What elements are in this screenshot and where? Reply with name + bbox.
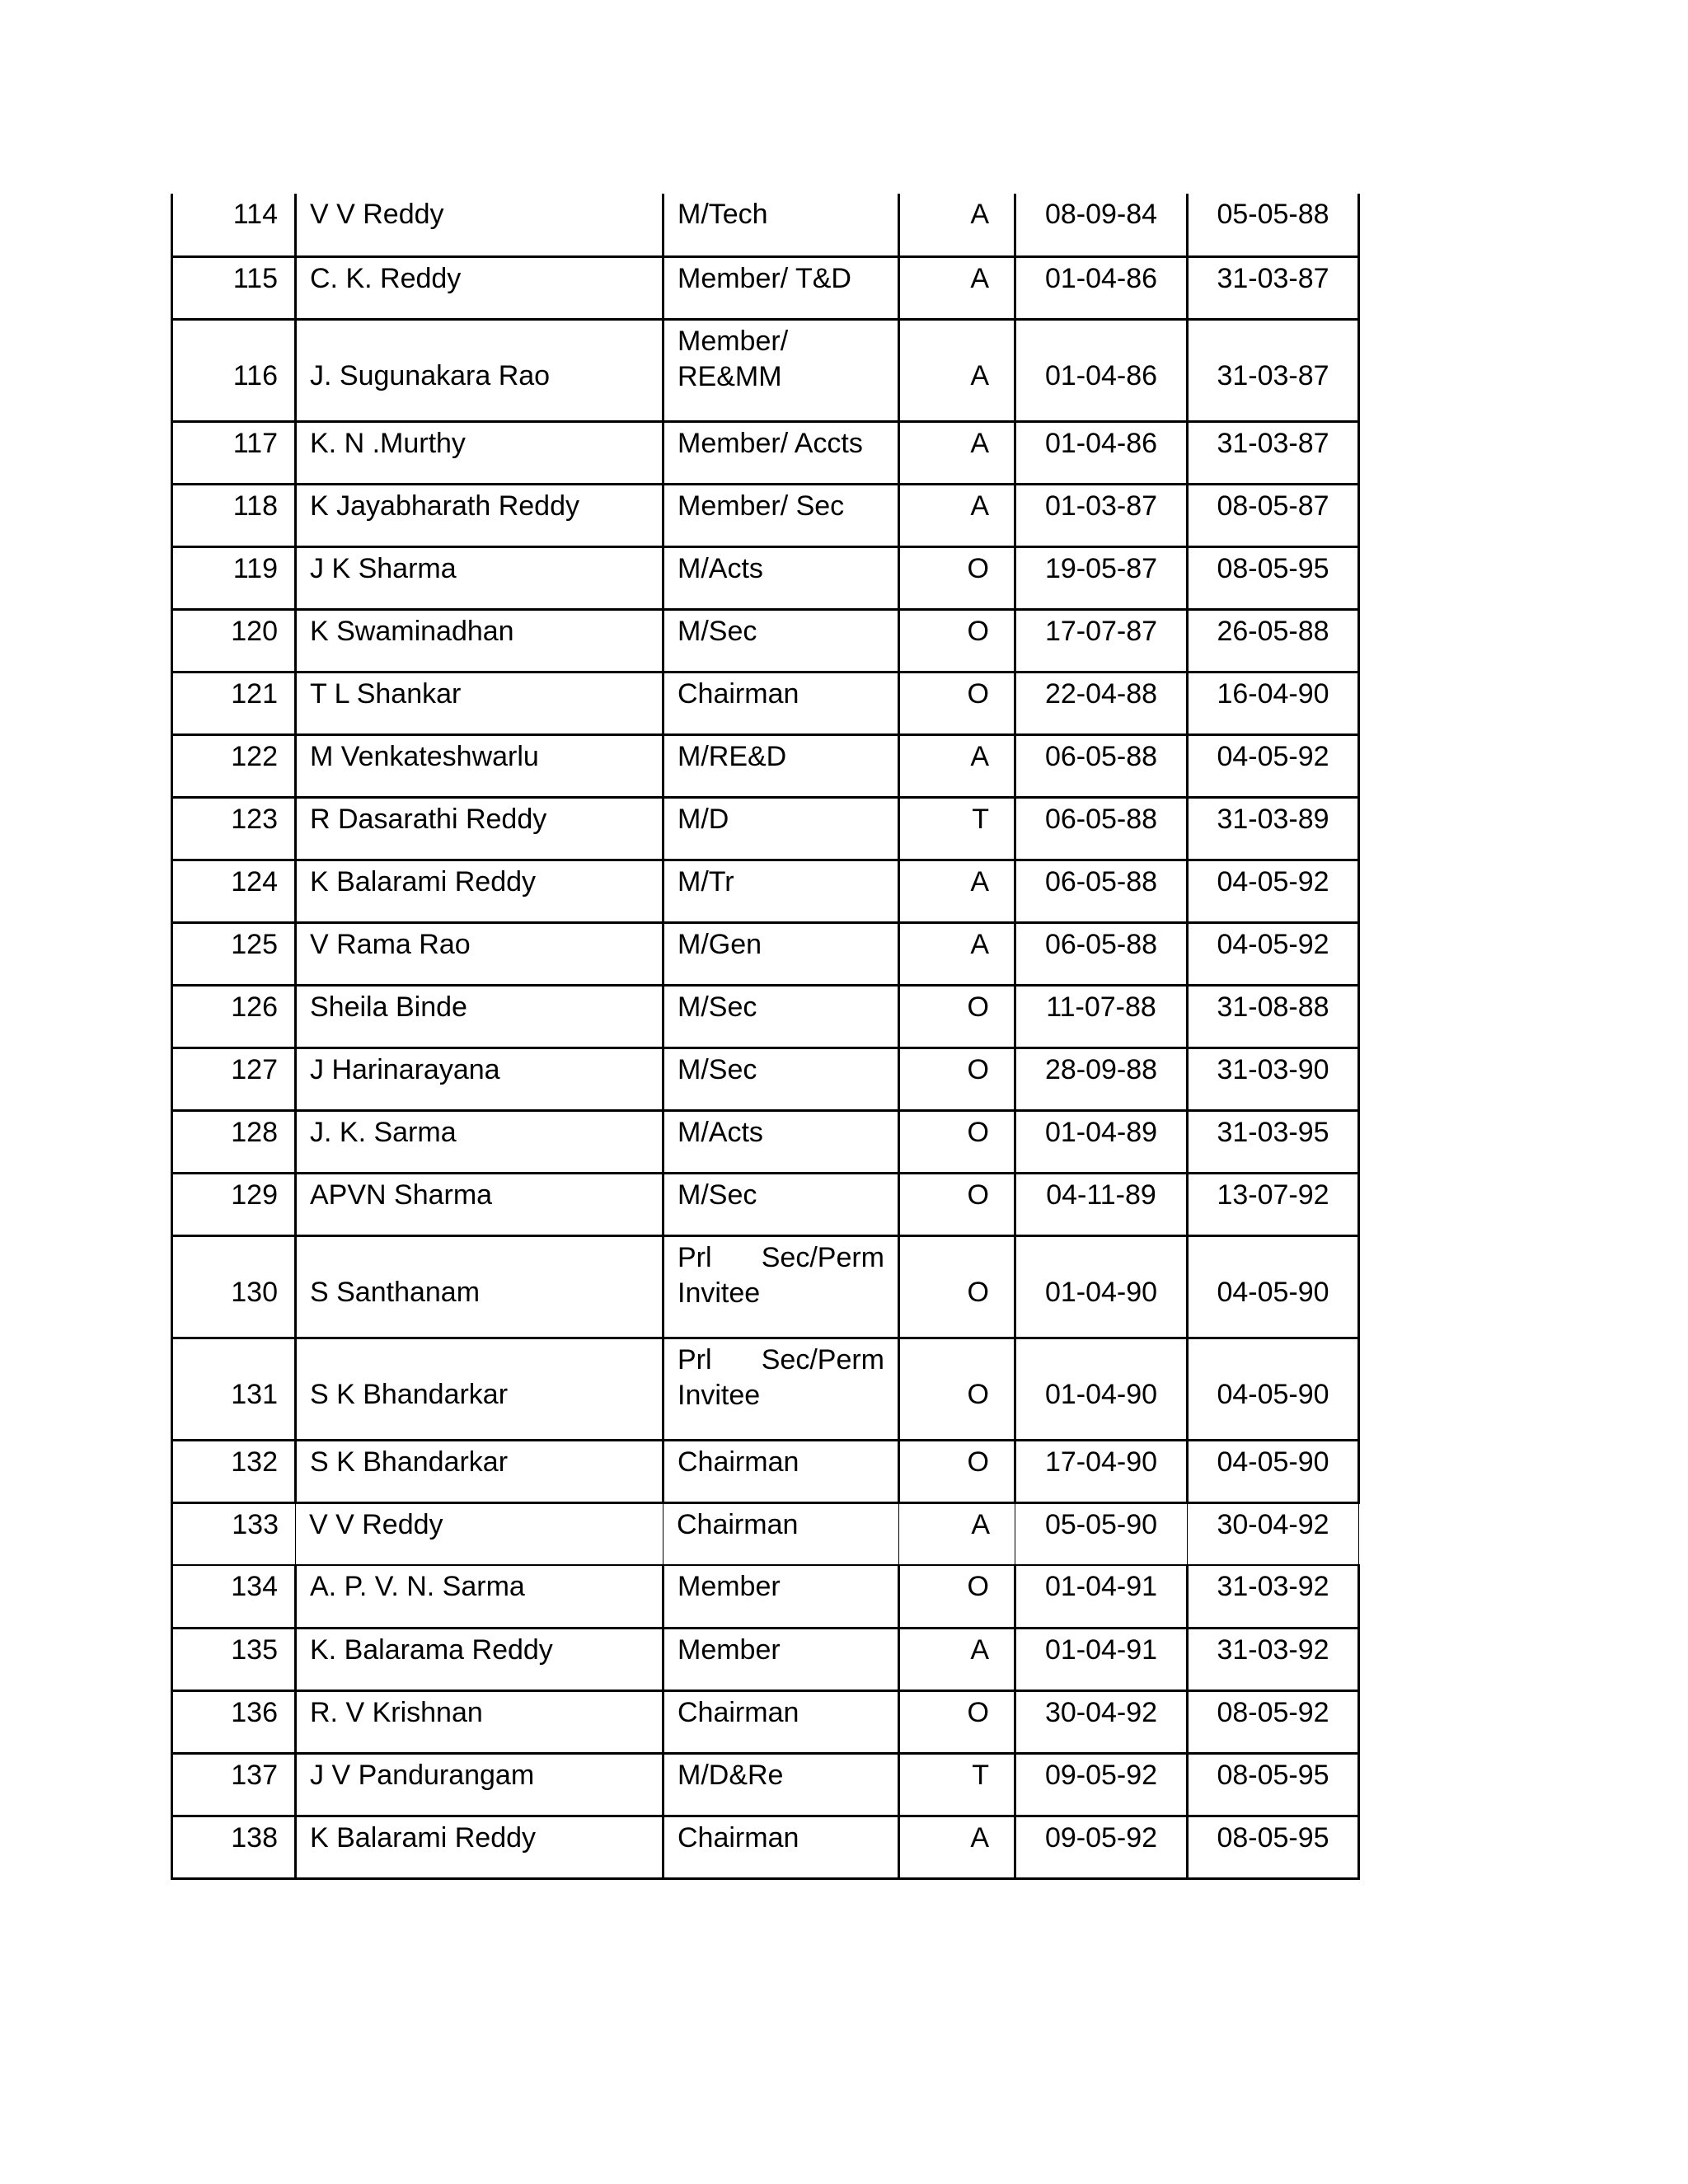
to-date-cell: 31-08-88 [1188, 985, 1359, 1047]
category-cell: A [899, 421, 1015, 484]
designation-line: M/Sec [678, 991, 757, 1023]
to-date-cell: 31-03-92 [1188, 1565, 1359, 1628]
to-date-cell: 04-05-90 [1188, 1338, 1359, 1440]
serial-number-cell: 118 [172, 484, 296, 546]
serial-number-cell: 122 [172, 734, 296, 797]
to-date-cell: 31-03-92 [1188, 1628, 1359, 1690]
designation-line: Invitee [678, 1277, 761, 1309]
name-cell: C. K. Reddy [296, 256, 663, 319]
category-cell: O [899, 1047, 1015, 1110]
designation-cell [663, 672, 899, 734]
designation-cell [663, 484, 899, 546]
designation-cell [663, 256, 899, 319]
from-date-cell: 01-04-86 [1015, 256, 1188, 319]
category-cell: O [899, 672, 1015, 734]
designation-line [678, 1240, 884, 1276]
serial-number-cell: 132 [172, 1440, 296, 1502]
table-row [172, 1235, 1359, 1338]
category-cell: O [899, 1338, 1015, 1440]
name-cell: J V Pandurangam [296, 1753, 663, 1816]
to-date-cell: 31-03-89 [1188, 797, 1359, 860]
serial-number-cell: 131 [172, 1338, 296, 1440]
from-date-cell: 17-04-90 [1015, 1440, 1188, 1502]
designation-line: Member/ [678, 325, 789, 357]
to-date-cell: 08-05-87 [1188, 484, 1359, 546]
designation-line: M/Tech [678, 199, 768, 230]
designation-cell [663, 797, 899, 860]
serial-number-cell: 130 [172, 1235, 296, 1338]
from-date-cell: 01-04-90 [1015, 1338, 1188, 1440]
name-cell: T L Shankar [296, 672, 663, 734]
serial-number-cell: 136 [172, 1690, 296, 1753]
table-row [172, 860, 1359, 922]
category-cell: A [899, 256, 1015, 319]
designation-word: Prl [678, 1343, 712, 1376]
name-cell: M Venkateshwarlu [296, 734, 663, 797]
table-row [172, 546, 1359, 609]
table-row [172, 1502, 1359, 1565]
designation-line: Member/ Sec [678, 490, 845, 522]
table-row [172, 319, 1359, 421]
designation-cell [663, 1753, 899, 1816]
category-cell: A [899, 922, 1015, 985]
table-row [172, 1628, 1359, 1690]
table-row [172, 194, 1359, 256]
name-cell: K. N .Murthy [296, 421, 663, 484]
name-cell: K Swaminadhan [296, 609, 663, 672]
category-cell: A [899, 484, 1015, 546]
to-date-cell: 08-05-95 [1188, 1753, 1359, 1816]
designation-line: Member/ Accts [678, 427, 863, 459]
category-cell: O [899, 1440, 1015, 1502]
name-cell: R Dasarathi Reddy [296, 797, 663, 860]
from-date-cell: 01-04-86 [1015, 421, 1188, 484]
designation-line: M/Acts [678, 552, 763, 584]
name-cell: V V Reddy [296, 1502, 663, 1565]
designation-cell [663, 1173, 899, 1235]
category-cell: O [899, 609, 1015, 672]
serial-number-cell: 125 [172, 922, 296, 985]
designation-cell [663, 1502, 899, 1565]
name-cell: S Santhanam [296, 1235, 663, 1338]
from-date-cell: 30-04-92 [1015, 1690, 1188, 1753]
designation-line: M/Acts [678, 1116, 763, 1148]
designation-line: Member [678, 1571, 781, 1602]
designation-line: Invitee [678, 1379, 761, 1411]
table-row [172, 734, 1359, 797]
name-cell: V Rama Rao [296, 922, 663, 985]
designation-line: Chairman [678, 1821, 799, 1854]
serial-number-cell: 124 [172, 860, 296, 922]
category-cell: A [899, 194, 1015, 256]
designation-cell [663, 194, 899, 256]
serial-number-cell: 126 [172, 985, 296, 1047]
to-date-cell: 16-04-90 [1188, 672, 1359, 734]
from-date-cell: 01-03-87 [1015, 484, 1188, 546]
designation-line: Chairman [678, 677, 799, 710]
name-cell: K Balarami Reddy [296, 860, 663, 922]
designation-cell [663, 985, 899, 1047]
table-row [172, 1173, 1359, 1235]
designation-cell [663, 1110, 899, 1173]
serial-number-cell: 123 [172, 797, 296, 860]
designation-line: M/Sec [678, 615, 757, 647]
designation-cell [663, 1690, 899, 1753]
designation-cell [663, 1565, 899, 1628]
name-cell: R. V Krishnan [296, 1690, 663, 1753]
table-row [172, 1816, 1359, 1878]
designation-cell [663, 1816, 899, 1878]
name-cell: J K Sharma [296, 546, 663, 609]
from-date-cell: 04-11-89 [1015, 1173, 1188, 1235]
to-date-cell: 26-05-88 [1188, 609, 1359, 672]
to-date-cell: 31-03-87 [1188, 319, 1359, 421]
designation-word: Prl [678, 1241, 712, 1273]
designation-cell [663, 421, 899, 484]
designation-cell [663, 860, 899, 922]
table-row [172, 1110, 1359, 1173]
designation-line: M/D [678, 803, 729, 835]
from-date-cell: 09-05-92 [1015, 1816, 1188, 1878]
name-cell: Sheila Binde [296, 985, 663, 1047]
designation-line: M/Sec [678, 1053, 757, 1085]
designation-line: RE&MM [678, 360, 782, 392]
table-row [172, 1338, 1359, 1440]
from-date-cell: 08-09-84 [1015, 194, 1188, 256]
designation-line: Member [678, 1633, 781, 1666]
serial-number-cell: 114 [172, 194, 296, 256]
category-cell: A [899, 734, 1015, 797]
designation-line: M/Gen [678, 928, 762, 960]
designation-line [678, 1343, 884, 1378]
table-row [172, 609, 1359, 672]
from-date-cell: 01-04-90 [1015, 1235, 1188, 1338]
from-date-cell: 01-04-91 [1015, 1565, 1188, 1628]
from-date-cell: 05-05-90 [1015, 1502, 1188, 1565]
designation-line: Member/ T&D [678, 262, 851, 294]
name-cell: J Harinarayana [296, 1047, 663, 1110]
name-cell: K Balarami Reddy [296, 1816, 663, 1878]
from-date-cell: 19-05-87 [1015, 546, 1188, 609]
designation-cell [663, 1235, 899, 1338]
serial-number-cell: 137 [172, 1753, 296, 1816]
category-cell: O [899, 1110, 1015, 1173]
members-table [171, 194, 1360, 1880]
table-row [172, 1690, 1359, 1753]
from-date-cell: 01-04-86 [1015, 319, 1188, 421]
serial-number-cell: 133 [172, 1502, 296, 1565]
designation-line: M/Sec [678, 1179, 757, 1211]
designation-line: M/D&Re [678, 1759, 784, 1791]
from-date-cell: 17-07-87 [1015, 609, 1188, 672]
category-cell: O [899, 546, 1015, 609]
designation-line: Chairman [678, 1696, 799, 1728]
designation-cell [663, 1338, 899, 1440]
serial-number-cell: 128 [172, 1110, 296, 1173]
category-cell: O [899, 1690, 1015, 1753]
table-row [172, 256, 1359, 319]
category-cell: O [899, 1565, 1015, 1628]
designation-line: Chairman [677, 1508, 799, 1540]
from-date-cell: 11-07-88 [1015, 985, 1188, 1047]
from-date-cell: 06-05-88 [1015, 922, 1188, 985]
name-cell: V V Reddy [296, 194, 663, 256]
designation-line: Chairman [678, 1446, 799, 1478]
category-cell: O [899, 1235, 1015, 1338]
table-body [172, 194, 1359, 1878]
designation-cell [663, 546, 899, 609]
table-row [172, 922, 1359, 985]
table-row [172, 1565, 1359, 1628]
to-date-cell: 04-05-90 [1188, 1440, 1359, 1502]
category-cell: A [899, 319, 1015, 421]
table-row [172, 1047, 1359, 1110]
table-row [172, 484, 1359, 546]
name-cell: S K Bhandarkar [296, 1440, 663, 1502]
table-row [172, 421, 1359, 484]
to-date-cell: 31-03-95 [1188, 1110, 1359, 1173]
serial-number-cell: 117 [172, 421, 296, 484]
from-date-cell: 09-05-92 [1015, 1753, 1188, 1816]
designation-cell [663, 922, 899, 985]
to-date-cell: 31-03-90 [1188, 1047, 1359, 1110]
table-row [172, 1440, 1359, 1502]
category-cell: O [899, 1173, 1015, 1235]
to-date-cell: 31-03-87 [1188, 256, 1359, 319]
to-date-cell: 04-05-92 [1188, 922, 1359, 985]
name-cell: K. Balarama Reddy [296, 1628, 663, 1690]
designation-cell [663, 1628, 899, 1690]
category-cell: A [899, 1502, 1015, 1565]
to-date-cell: 04-05-92 [1188, 860, 1359, 922]
from-date-cell: 01-04-91 [1015, 1628, 1188, 1690]
to-date-cell: 13-07-92 [1188, 1173, 1359, 1235]
serial-number-cell: 127 [172, 1047, 296, 1110]
from-date-cell: 06-05-88 [1015, 734, 1188, 797]
designation-cell [663, 609, 899, 672]
to-date-cell: 08-05-95 [1188, 1816, 1359, 1878]
designation-cell [663, 319, 899, 421]
to-date-cell: 08-05-95 [1188, 546, 1359, 609]
from-date-cell: 01-04-89 [1015, 1110, 1188, 1173]
category-cell: T [899, 797, 1015, 860]
name-cell: K Jayabharath Reddy [296, 484, 663, 546]
table-row [172, 1753, 1359, 1816]
name-cell: J. K. Sarma [296, 1110, 663, 1173]
to-date-cell: 04-05-92 [1188, 734, 1359, 797]
name-cell: J. Sugunakara Rao [296, 319, 663, 421]
serial-number-cell: 135 [172, 1628, 296, 1690]
from-date-cell: 28-09-88 [1015, 1047, 1188, 1110]
table-row [172, 797, 1359, 860]
table-row [172, 985, 1359, 1047]
serial-number-cell: 129 [172, 1173, 296, 1235]
designation-line: M/RE&D [678, 740, 787, 772]
to-date-cell: 05-05-88 [1188, 194, 1359, 256]
serial-number-cell: 115 [172, 256, 296, 319]
designation-cell [663, 734, 899, 797]
category-cell: A [899, 1628, 1015, 1690]
name-cell: A. P. V. N. Sarma [296, 1565, 663, 1628]
category-cell: T [899, 1753, 1015, 1816]
to-date-cell: 08-05-92 [1188, 1690, 1359, 1753]
table-row [172, 672, 1359, 734]
designation-cell [663, 1047, 899, 1110]
serial-number-cell: 116 [172, 319, 296, 421]
serial-number-cell: 134 [172, 1565, 296, 1628]
to-date-cell: 31-03-87 [1188, 421, 1359, 484]
from-date-cell: 06-05-88 [1015, 860, 1188, 922]
to-date-cell: 30-04-92 [1188, 1502, 1359, 1565]
name-cell: APVN Sharma [296, 1173, 663, 1235]
from-date-cell: 22-04-88 [1015, 672, 1188, 734]
designation-word: Sec/Perm [761, 1343, 884, 1376]
designation-line: M/Tr [678, 865, 734, 898]
serial-number-cell: 121 [172, 672, 296, 734]
category-cell: A [899, 860, 1015, 922]
serial-number-cell: 119 [172, 546, 296, 609]
category-cell: A [899, 1816, 1015, 1878]
serial-number-cell: 120 [172, 609, 296, 672]
name-cell: S K Bhandarkar [296, 1338, 663, 1440]
designation-word: Sec/Perm [761, 1241, 884, 1273]
serial-number-cell: 138 [172, 1816, 296, 1878]
category-cell: O [899, 985, 1015, 1047]
from-date-cell: 06-05-88 [1015, 797, 1188, 860]
to-date-cell: 04-05-90 [1188, 1235, 1359, 1338]
designation-cell [663, 1440, 899, 1502]
